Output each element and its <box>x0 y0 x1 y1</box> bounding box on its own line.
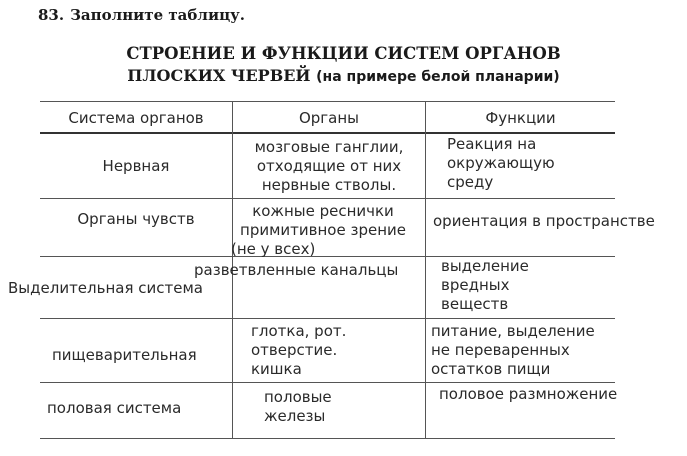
row-3-system: Выделительная система <box>8 279 203 297</box>
row-2-organs-line: (не у всех) <box>231 240 316 258</box>
table-rule-top <box>40 101 615 102</box>
row-2-functions: ориентация в пространстве <box>433 212 655 230</box>
row-1-organs-line: отходящие от них <box>256 157 402 175</box>
row-5-organs-line: половые <box>264 388 332 406</box>
task-heading <box>38 6 245 24</box>
row-2-system: Органы чувств <box>77 210 195 228</box>
table-column-divider-2 <box>425 101 426 438</box>
row-1-functions <box>447 135 555 192</box>
row-1-system: Нервная <box>102 157 170 175</box>
row-5-system: половая система <box>47 399 182 417</box>
row-4-system: пищеварительная <box>52 346 197 364</box>
header-organs: Органы <box>298 109 360 127</box>
row-5-organs-line: железы <box>264 407 326 425</box>
task-number: 83. <box>38 6 65 24</box>
row-1-organs <box>233 138 425 195</box>
row-3-functions <box>441 257 529 314</box>
table-title-subtitle: (на примере белой планарии) <box>316 69 560 85</box>
row-3-organs: разветвленные канальцы <box>194 261 399 279</box>
row-4-functions-line: питание, выделение <box>431 322 595 340</box>
row-3-functions-line: вредных <box>441 276 510 294</box>
table-title-main: ПЛОСКИХ ЧЕРВЕЙ <box>127 66 311 85</box>
row-1-functions-line: Реакция на <box>447 135 537 153</box>
row-5-organs <box>264 388 332 426</box>
table-rule-header <box>40 132 615 134</box>
task-text: Заполните таблицу. <box>70 6 245 24</box>
row-5-functions: половое размножение <box>439 385 618 403</box>
row-4-functions <box>431 322 595 379</box>
row-4-organs-line: глотка, рот. <box>251 322 347 340</box>
row-2-organs-line: примитивное зрение <box>240 221 406 239</box>
table-title-line-2 <box>0 66 687 85</box>
row-1-functions-line: окружающую <box>447 154 555 172</box>
table-rule-bottom <box>40 438 615 439</box>
row-3-functions-line: веществ <box>441 295 509 313</box>
table-rule-row-4 <box>40 382 615 383</box>
row-1-functions-line: среду <box>447 173 494 191</box>
row-1-organs-line: мозговые ганглии, <box>254 138 404 156</box>
header-system: Система органов <box>68 109 204 127</box>
row-4-functions-line: не переваренных <box>431 341 570 359</box>
row-4-organs <box>251 322 346 379</box>
row-2-organs-line: кожные реснички <box>252 202 394 220</box>
table-rule-row-1 <box>40 198 615 199</box>
table-title-line-1: СТРОЕНИЕ И ФУНКЦИИ СИСТЕМ ОРГАНОВ <box>126 44 561 63</box>
header-functions: Функции <box>485 109 556 127</box>
row-4-organs-line: отверстие. <box>251 341 338 359</box>
row-1-organs-line: нервные стволы. <box>261 176 397 194</box>
row-4-functions-line: остатков пищи <box>431 360 551 378</box>
row-2-organs <box>227 202 419 259</box>
table-rule-row-3 <box>40 318 615 319</box>
row-3-functions-line: выделение <box>441 257 529 275</box>
row-4-organs-line: кишка <box>251 360 302 378</box>
